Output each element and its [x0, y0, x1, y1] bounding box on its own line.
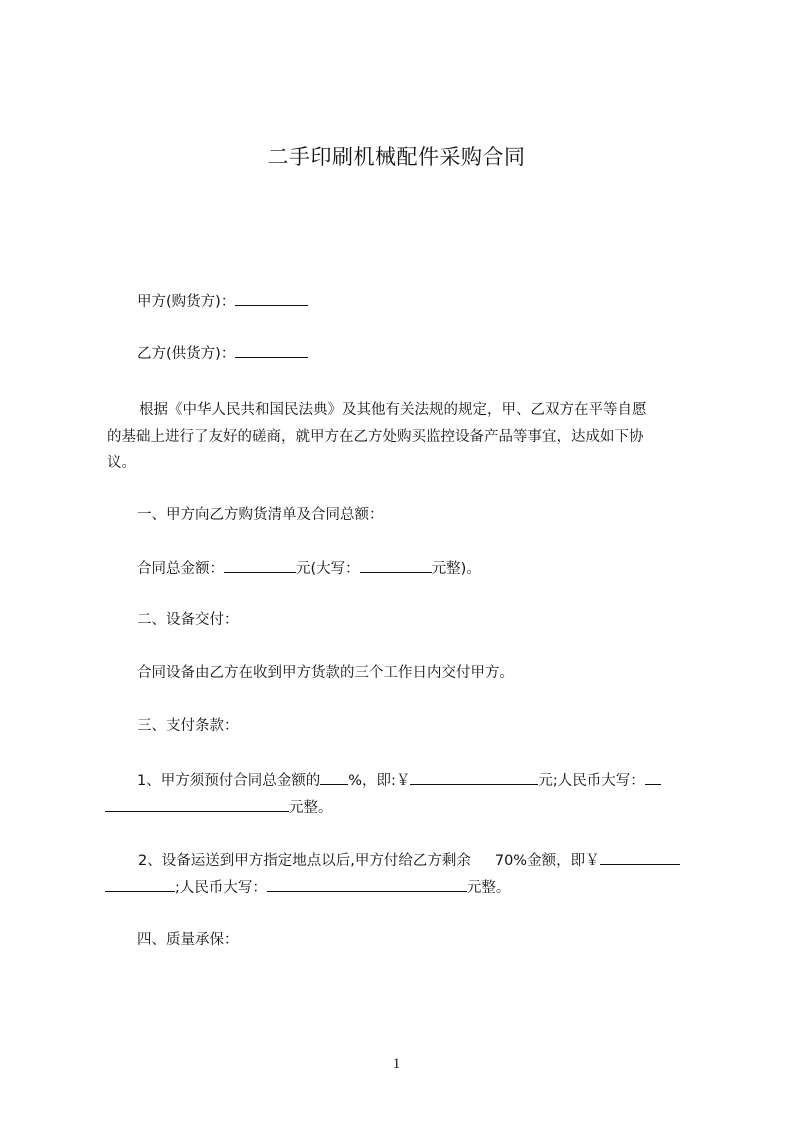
payment-1-text-b: %，即:￥ — [348, 773, 411, 789]
total-amount-words-blank — [360, 558, 432, 573]
party-a-line — [137, 291, 308, 312]
payment-2-text-d: 元整。 — [466, 880, 511, 896]
party-b-line — [137, 343, 308, 364]
payment-1-words-blank-start — [645, 770, 661, 785]
payment-1-text-a: 1、甲方须预付合同总金额的 — [137, 773, 321, 789]
payment-2-line-2 — [105, 877, 510, 898]
party-b-label: 乙方(供货方)： — [137, 346, 236, 362]
total-amount-suffix: 元整)。 — [431, 561, 481, 577]
total-amount-blank — [224, 558, 296, 573]
section-1-heading: 一、甲方向乙方购货清单及合同总额： — [137, 507, 384, 523]
section-3-heading: 三、支付条款： — [137, 718, 239, 734]
payment-1-line — [137, 770, 661, 791]
payment-2-text-a: 2、设备运送到甲方指定地点以后,甲方付给乙方剩余 — [138, 853, 471, 869]
payment-1-amount-blank — [410, 770, 538, 785]
document-title: 二手印刷机械配件采购合同 — [267, 145, 526, 169]
payment-2-amount-blank — [105, 877, 175, 892]
total-amount-prefix: 合同总金额： — [137, 561, 224, 577]
payment-2-text-c: ;人民币大写： — [175, 880, 267, 896]
intro-line-3: 议。 — [107, 455, 136, 471]
payment-2-text-b: 70%金额，即￥ — [494, 853, 600, 869]
party-b-blank — [235, 343, 308, 358]
intro-line-1: 根据《中华人民共和国民法典》及其他有关法规的规定，甲、乙双方在平等自愿 — [139, 402, 647, 418]
payment-2-words-blank — [267, 877, 467, 892]
payment-1-text-c: 元;人民币大写： — [538, 773, 645, 789]
section-2-heading: 二、设备交付： — [137, 612, 239, 628]
payment-2-line — [138, 850, 680, 871]
payment-1-percent-blank — [320, 770, 348, 785]
payment-1-line-2 — [105, 797, 333, 818]
total-amount-line — [137, 558, 481, 579]
section-4-heading: 四、质量承保： — [137, 932, 239, 948]
party-a-label: 甲方(购货方)： — [137, 294, 236, 310]
total-amount-mid: 元(大写： — [296, 561, 360, 577]
payment-1-text-d: 元整。 — [289, 800, 333, 816]
payment-2-amount-blank-start — [600, 850, 680, 865]
intro-line-2: 的基础上进行了友好的磋商，就甲方在乙方处购买监控设备产品等事宜，达成如下协 — [107, 429, 644, 445]
page-number: 1 — [392, 1056, 401, 1072]
party-a-blank — [235, 291, 308, 306]
payment-1-words-blank — [105, 797, 289, 812]
delivery-text: 合同设备由乙方在收到甲方货款的三个工作日内交付甲方。 — [137, 665, 514, 681]
